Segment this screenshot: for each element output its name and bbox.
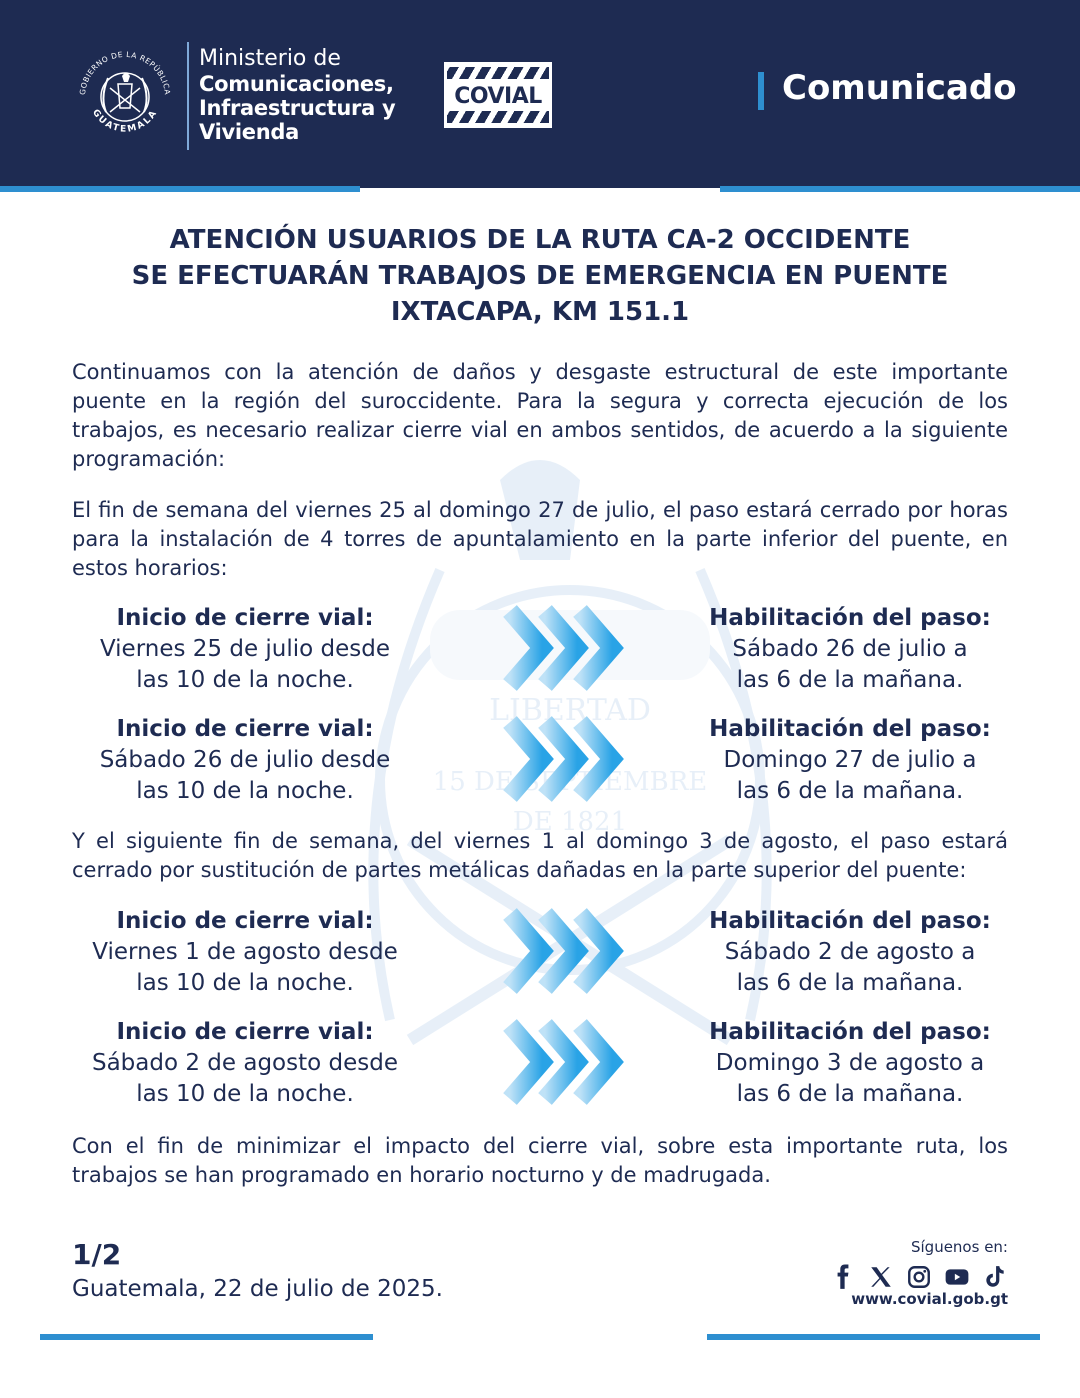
pass-enabled-day: Domingo 27 de julio a [723, 747, 977, 773]
closure-start-label: Inicio de cierre vial: [116, 908, 374, 934]
pass-enabled-time: las 6 de la mañana. [736, 970, 964, 996]
title-line-2: SE EFECTUARÁN TRABAJOS DE EMERGENCIA EN PUENTE [131, 261, 949, 291]
header-accent-line-left [0, 186, 360, 192]
pass-enabled-4 [680, 1017, 1020, 1110]
closure-start-time: las 10 de la noche. [136, 970, 354, 996]
website-link[interactable]: www.covial.gob.gt [851, 1290, 1008, 1308]
closure-start-time: las 10 de la noche. [136, 778, 354, 804]
closure-start-1 [75, 603, 415, 696]
footer-accent-line-left [40, 1334, 373, 1340]
page-number: 1/2 [72, 1238, 122, 1271]
closure-start-day: Sábado 26 de julio desde [99, 747, 391, 773]
watermark-text-1: LIBERTAD [489, 693, 651, 728]
ministry-line-3: Infraestructura y [199, 96, 396, 120]
follow-us-label: Síguenos en: [910, 1238, 1008, 1256]
covial-logo [444, 62, 552, 128]
closure-start-label: Inicio de cierre vial: [116, 1019, 374, 1045]
instagram-icon[interactable] [906, 1264, 932, 1290]
closure-start-2 [75, 714, 415, 807]
intro-paragraph: Continuamos con la atención de daños y desgaste estructural de este importante puente en la región del suroccidente. Para la segura y correcta ejecución de los trabajos, es necesario realizar cierre vial en ambos sentidos, de acuerdo a la siguiente programación: [72, 360, 1008, 471]
pass-enabled-label: Habilitación del paso: [709, 605, 991, 631]
closure-start-4 [75, 1017, 415, 1110]
closure-start-label: Inicio de cierre vial: [116, 605, 374, 631]
title-line-1: ATENCIÓN USUARIOS DE LA RUTA CA-2 OCCIDENTE [169, 225, 911, 255]
tiktok-icon[interactable] [982, 1264, 1008, 1290]
ministry-line-1: Ministerio de [199, 46, 341, 71]
header-separator [187, 42, 189, 150]
seal-text-top: GOBIERNO DE LA REPÚBLICA [77, 49, 173, 96]
title-line-3: IXTACAPA, KM 151.1 [390, 297, 690, 327]
header-banner [0, 0, 1080, 188]
header-accent-line-right [720, 186, 1080, 192]
chevrons-right-icon [500, 714, 630, 804]
pass-enabled-time: las 6 de la mañana. [736, 1081, 964, 1107]
chevrons-right-icon [500, 1017, 630, 1107]
closure-start-day: Viernes 1 de agosto desde [92, 939, 398, 965]
footer-accent-line-right [707, 1334, 1040, 1340]
watermark-text-3: DE 1821 [512, 807, 628, 837]
pass-enabled-2 [680, 714, 1020, 807]
ministry-name [199, 46, 395, 144]
pass-enabled-label: Habilitación del paso: [709, 908, 991, 934]
pass-enabled-3 [680, 906, 1020, 999]
covial-stripes-top [447, 67, 549, 79]
facebook-icon[interactable] [830, 1264, 856, 1290]
closure-start-3 [75, 906, 415, 999]
ministry-line-2: Comunicaciones, [199, 72, 394, 96]
closure-start-time: las 10 de la noche. [136, 1081, 354, 1107]
closure-start-day: Viernes 25 de julio desde [99, 636, 391, 662]
publication-date: Guatemala, 22 de julio de 2025. [72, 1276, 443, 1302]
seal-text-bottom: GUATEMALA [89, 107, 161, 135]
comunicado-label: Comunicado [782, 68, 1017, 108]
x-icon[interactable] [868, 1264, 894, 1290]
second-weekend-paragraph: Y el siguiente fin de semana, del viernes 1 al domingo 3 de agosto, el paso estará cerrado por sustitución de partes metálicas dañadas en la parte superior del puente: [72, 829, 1008, 882]
social-icons [840, 1264, 1008, 1290]
covial-stripes-bottom [447, 111, 549, 123]
pass-enabled-1 [680, 603, 1020, 696]
chevrons-right-icon [500, 603, 630, 693]
pass-enabled-day: Sábado 2 de agosto a [724, 939, 976, 965]
pass-enabled-day: Sábado 26 de julio a [732, 636, 968, 662]
guatemala-seal-icon [70, 42, 180, 152]
comunicado-accent-bar [758, 72, 764, 110]
first-weekend-paragraph: El fin de semana del viernes 25 al domingo 27 de julio, el paso estará cerrado por horas para la instalación de 4 torres de apuntalamiento en la parte inferior del puente, en estos horarios: [72, 498, 1008, 580]
pass-enabled-day: Domingo 3 de agosto a [715, 1050, 985, 1076]
closure-start-label: Inicio de cierre vial: [116, 716, 374, 742]
announcement-title [60, 222, 1020, 330]
pass-enabled-time: las 6 de la mañana. [736, 667, 964, 693]
closure-start-time: las 10 de la noche. [136, 667, 354, 693]
chevrons-right-icon [500, 906, 630, 996]
closing-paragraph: Con el fin de minimizar el impacto del cierre vial, sobre esta importante ruta, los trabajos se han programado en horario nocturno y de madrugada. [72, 1134, 1008, 1187]
ministry-line-4: Vivienda [199, 120, 299, 144]
youtube-icon[interactable] [944, 1264, 970, 1290]
pass-enabled-time: las 6 de la mañana. [736, 778, 964, 804]
covial-logo-text: COVIAL [454, 84, 542, 109]
pass-enabled-label: Habilitación del paso: [709, 716, 991, 742]
closure-start-day: Sábado 2 de agosto desde [91, 1050, 398, 1076]
watermark-text-2: 15 DE SEPTIEMBRE [432, 767, 708, 797]
pass-enabled-label: Habilitación del paso: [709, 1019, 991, 1045]
